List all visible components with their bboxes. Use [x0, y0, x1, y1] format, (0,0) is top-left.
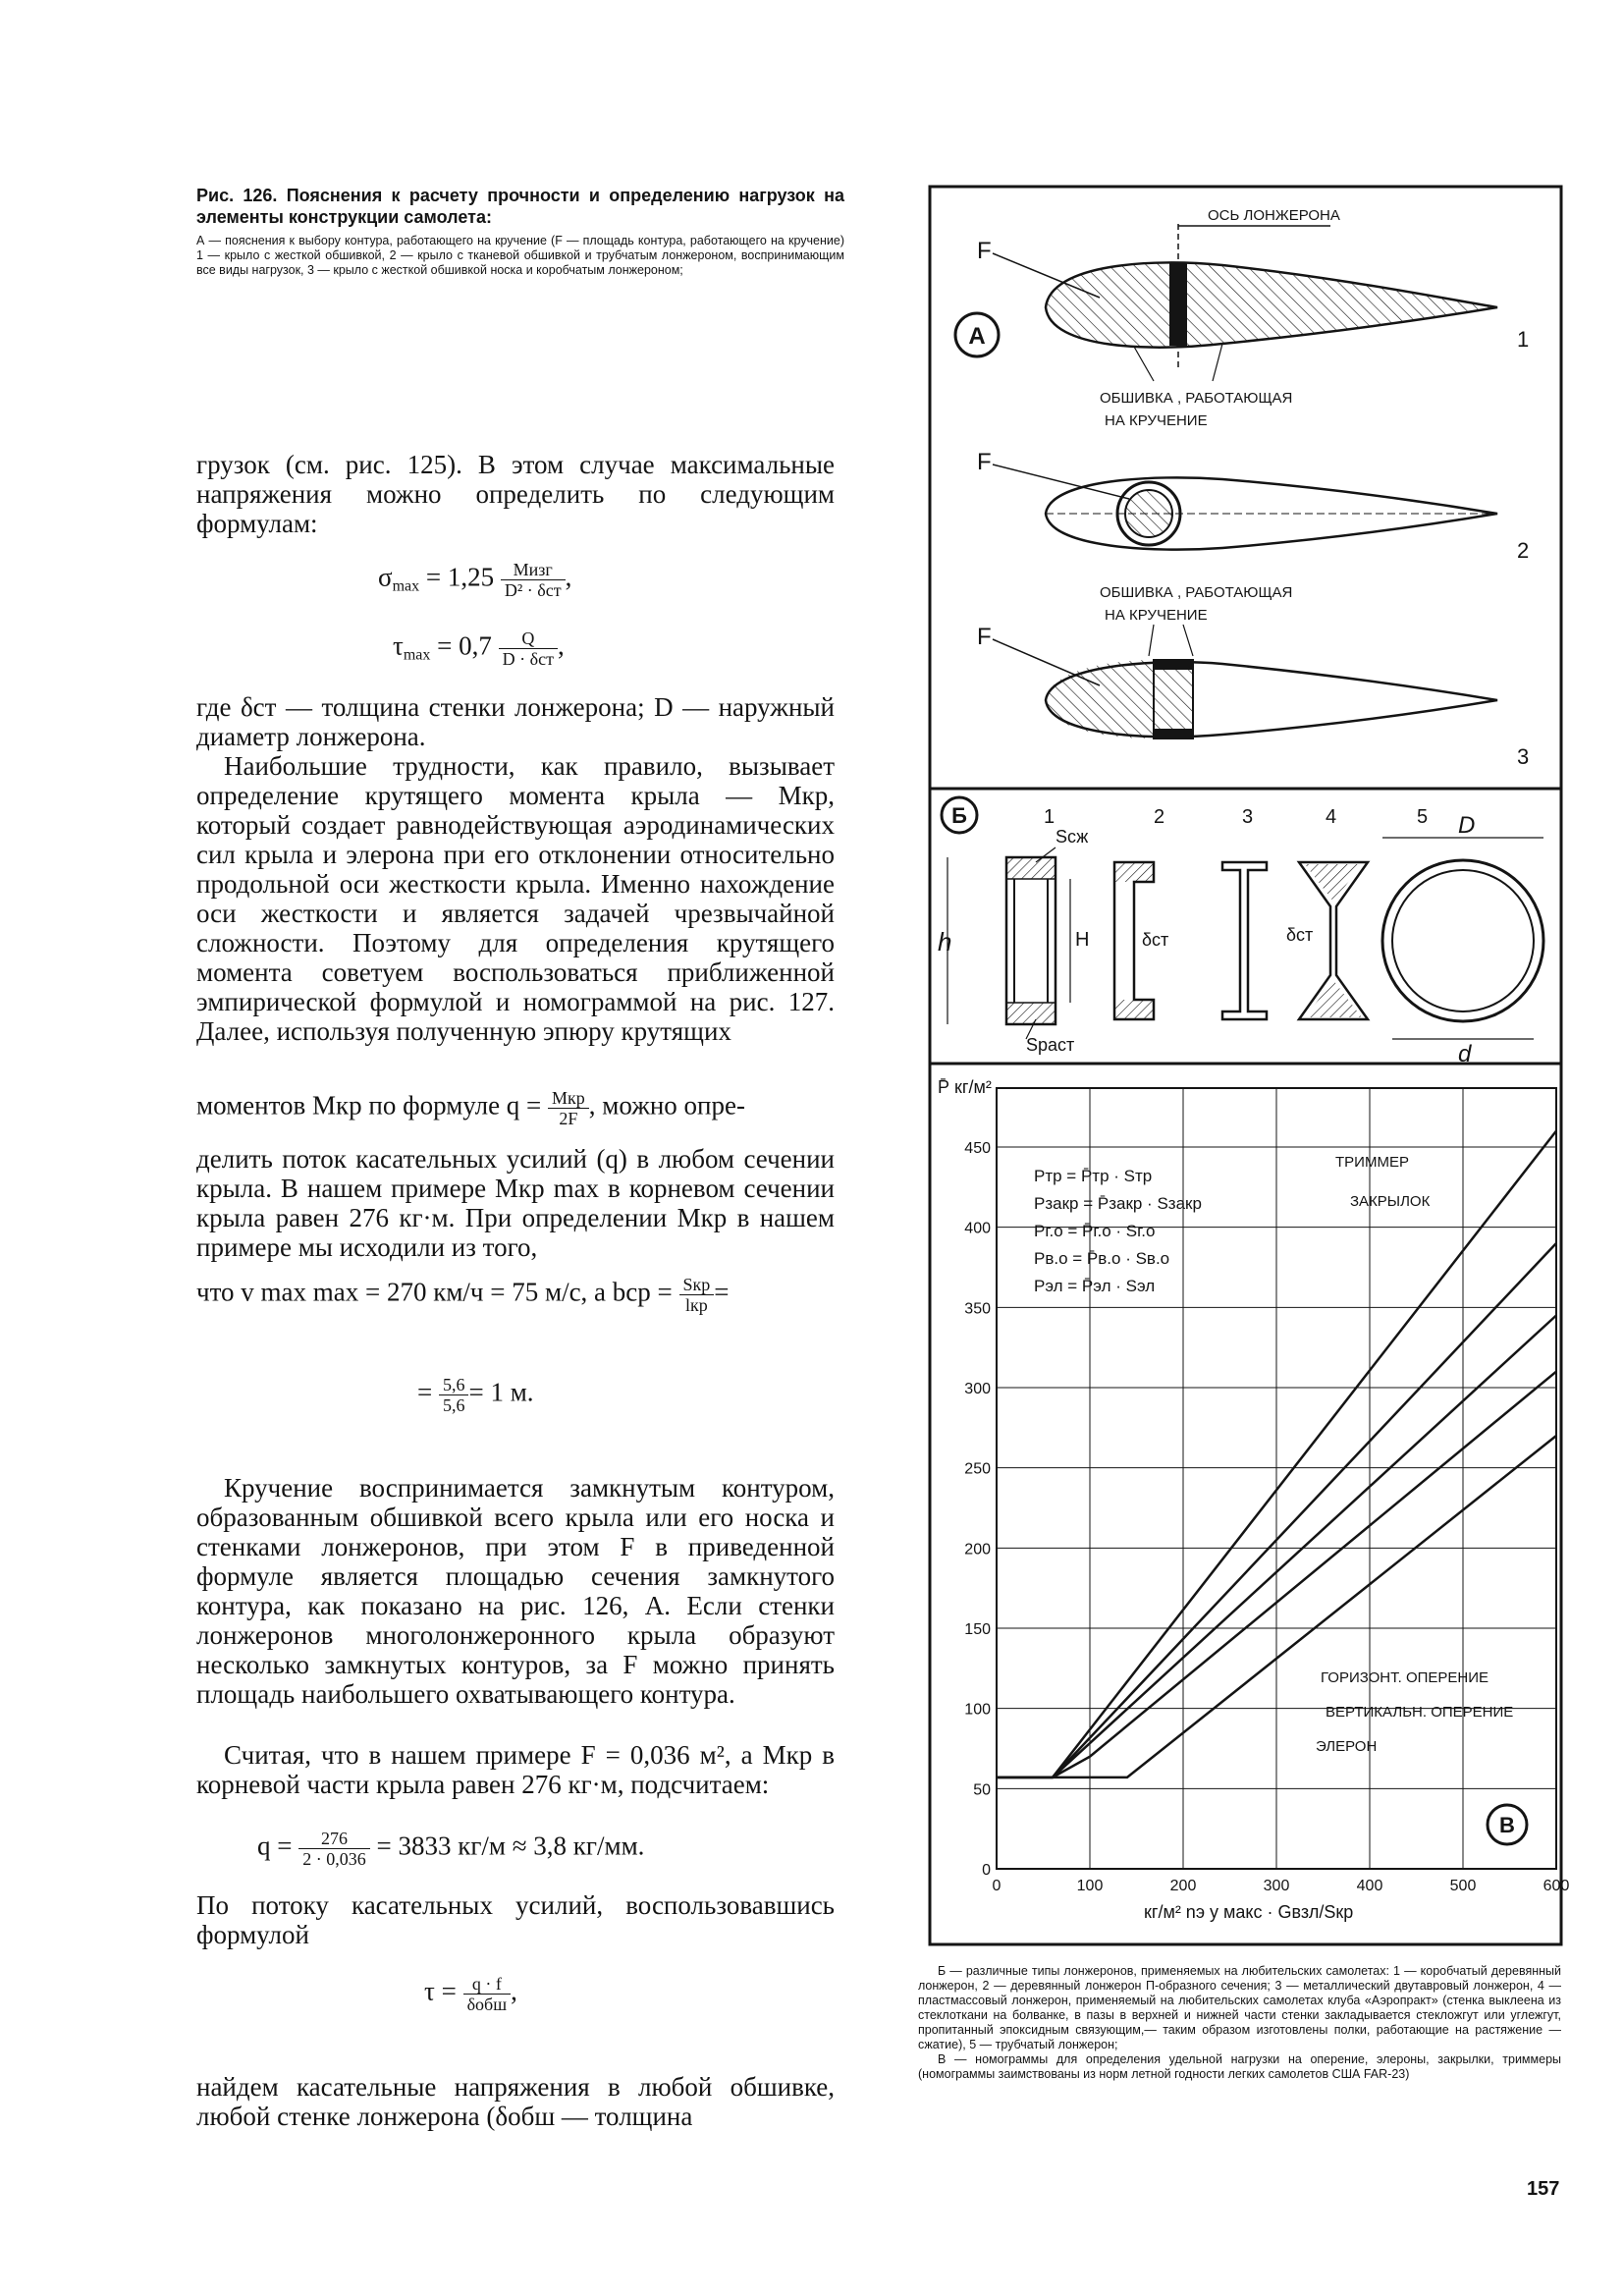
s-szh-label: Sсж [1056, 827, 1089, 847]
marker-b: Б [951, 803, 967, 828]
marker-a: А [968, 323, 986, 350]
skin-label-3b: НА КРУЧЕНИЕ [1105, 607, 1208, 624]
page-number: 157 [1527, 2178, 1560, 2200]
y-tick-label: 150 [964, 1621, 991, 1638]
wing-3-spar-bottom [1154, 729, 1193, 738]
tube-spar-outer [1382, 860, 1543, 1021]
wing-3-box-spar [1154, 660, 1193, 738]
paragraph-3: Наибольшие трудности, как правило, вызывает определение крутящего момента крыла — Мкр, который создает равнодействующая аэродинамических сил крыла и элерона при его отклонении относительно продольной оси жесткости крыла. Именно нахождение оси жесткости и является задачей чрезвычайной сложности. Поэтому для определения крутящего момента советуем воспользоваться приближенной эмпирической формулой и номограммой на рис. 127. Далее, используя полученную эпюру крутящих [196, 751, 835, 1046]
x-tick-label: 300 [1263, 1878, 1290, 1894]
formula-sigma: $\sigma_{max} = 1,25$ $\frac{\text{Mизг}}{\text{D² · δст}}$ , [378, 560, 572, 600]
formula-5: Pэл = P̄эл · Sэл [1034, 1277, 1156, 1295]
x-tick-label: 400 [1356, 1878, 1383, 1894]
formula-2: Pзакр = P̄закр · Sзакр [1034, 1194, 1202, 1213]
y-tick-label: 350 [964, 1300, 991, 1318]
skin-leader-1 [1134, 347, 1154, 381]
wing-1-spar [1169, 263, 1187, 346]
spar-type-5-number: 5 [1417, 806, 1429, 828]
formula-3: Pг.о = P̄г.о · Sг.о [1034, 1222, 1156, 1240]
legend-v: В — номограммы для определения удельной нагрузки на оперение, элероны, закрылки, триммеры (номограммы заимствованы из норм летной годности легких самолетов США FAR-23) [918, 2052, 1561, 2081]
formula-v-line: что v max max = 270 км/ч = 75 м/с, а bср = $\frac{\text{Sкр}}{\text{lкр}}$ = [196, 1275, 730, 1315]
formula-tau: $\tau_{max} = 0,7$ $\frac{Q}{\text{D · δст}}$ , [393, 629, 565, 669]
skin-label-3a: ОБШИВКА , РАБОТАЮЩАЯ [1100, 584, 1293, 601]
series-label-3: ГОРИЗОНТ. ОПЕРЕНИЕ [1321, 1669, 1489, 1686]
series-label-1: ТРИММЕР [1335, 1154, 1409, 1171]
formula-q-value: q = $\frac{276}{2 \cdot 0,036}$ = 3833 кг/м ≈ 3,8 кг/мм. [257, 1829, 645, 1869]
legend-b: Б — различные типы лонжеронов, применяемых на любительских самолетах: 1 — коробчатый деревянный лонжерон, 2 — деревянный лонжерон П-образного сечения; 3 — металлический двутавровый лонжерон, 4 — пластмассовый лонжерон, применяемый на любительских самолетах клуба «Аэропракт» (стенка выклеена из стеклоткани на болванке, в пазы в верхней и нижней части стенки закладывается стекложгут или углежгут, пропитанный эпоксидным связующим,— таким образом изготовлены полки, работающие на растяжение — сжатие), 5 — трубчатый лонжерон; [918, 1964, 1561, 2051]
section-a [955, 207, 1529, 769]
y-axis-label: P̄ кг/м² [938, 1077, 992, 1097]
wing-1-number: 1 [1517, 327, 1530, 352]
y-tick-label: 50 [973, 1781, 991, 1799]
y-tick-label: 100 [964, 1701, 991, 1719]
wing-3-spar-top [1154, 660, 1193, 670]
s-rast-label: Sраст [1026, 1035, 1075, 1055]
c-spar-top-flange [1114, 862, 1154, 882]
y-tick-label: 300 [964, 1381, 991, 1397]
y-tick-label: 0 [982, 1862, 991, 1879]
paragraph-9: По потоку касательных усилий, воспользовавшись формулой [196, 1890, 835, 1949]
x-tick-label: 0 [992, 1878, 1001, 1894]
wing-3-F-leader [993, 639, 1100, 685]
marker-v: В [1499, 1813, 1515, 1837]
formula-q-line: моментов Мкр по формуле q = $\frac{\text{Мкр}}{2F}$ , можно опре- [196, 1088, 745, 1128]
tube-spar-inner [1392, 870, 1534, 1011]
skin-leader-2 [1213, 344, 1222, 381]
skin-label-1a: ОБШИВКА , РАБОТАЮЩАЯ [1100, 390, 1293, 407]
y-tick-label: 200 [964, 1541, 991, 1558]
dim-h: h [938, 927, 952, 957]
box-spar-bottom-flange [1006, 1003, 1056, 1024]
wing-3-nose [1046, 660, 1154, 738]
spar-type-2-number: 2 [1154, 806, 1165, 828]
spar-type-1-number: 1 [1044, 806, 1056, 828]
paragraph-8: Считая, что в нашем примере F = 0,036 м², а Мкр в корневой части крыла равен 276 кг·м, подсчитаем: [196, 1740, 835, 1799]
spar-type-3-number: 3 [1242, 806, 1254, 828]
figure-legend [918, 1964, 1561, 2082]
formula-1: Pтр = P̄тр · Sтр [1034, 1167, 1153, 1185]
spar-axis-label: ОСЬ ЛОНЖЕРОНА [1208, 207, 1340, 224]
dim-d: d [1458, 1041, 1472, 1067]
paragraph-10: найдем касательные напряжения в любой обшивке, любой стенке лонжерона (δобш — толщина [196, 2072, 835, 2131]
wing-3-number: 3 [1517, 744, 1530, 769]
paragraph-1: грузок (см. рис. 125). В этом случае максимальные напряжения можно определить по следующим формулам: [196, 450, 835, 538]
wing-2-number: 2 [1517, 538, 1530, 563]
y-tick-label: 450 [964, 1140, 991, 1157]
x-axis-label: кг/м² nэ у макс · Gвзл/Sкр [1144, 1902, 1354, 1922]
nomogram-chart [938, 1077, 1569, 1922]
y-tick-label: 250 [964, 1460, 991, 1478]
section-b [938, 797, 1543, 1067]
paragraph-2: где δст — толщина стенки лонжерона; D — наружный диаметр лонжерона. [196, 692, 835, 751]
series-label-2: ЗАКРЫЛОК [1350, 1193, 1431, 1210]
figure-caption-title: Рис. 126. Пояснения к расчету прочности и определению нагрузок на элементы конструкции самолета: [196, 186, 844, 227]
wing-2-tube-inner [1125, 490, 1172, 537]
wing-1 [1046, 262, 1497, 347]
skin-label-1b: НА КРУЧЕНИЕ [1105, 412, 1208, 429]
wing-3-F: F [977, 624, 992, 650]
figure-126 [928, 185, 1570, 1952]
formula-4: Pв.о = P̄в.о · Sв.о [1034, 1249, 1170, 1268]
figure-caption-subtitle: А — пояснения к выбору контура, работающего на кручение (F — площадь контура, работающего на кручение) 1 — крыло с жесткой обшивкой, 2 — крыло с тканевой обшивкой и трубчатым лонжероном, воспринимающим все виды нагрузок, 3 — крыло с жесткой обшивкой носка и коробчатым лонжероном; [196, 234, 844, 277]
dim-D: D [1458, 812, 1476, 839]
series-label-4: ВЕРТИКАЛЬН. ОПЕРЕНИЕ [1326, 1704, 1514, 1721]
box-spar-top-flange [1006, 857, 1056, 879]
paragraph-5: делить поток касательных усилий (q) в любом сечении крыла. В нашем примере Мкр max в корневом сечении крыла равен 276 кг·м. При определении Мкр в нашем примере мы исходили из того, [196, 1144, 835, 1262]
formula-result: = $\frac{5,6}{5,6}$ = 1 м. [417, 1375, 534, 1415]
chart-formulas [1034, 1167, 1202, 1295]
y-tick-label: 400 [964, 1220, 991, 1237]
dim-H: H [1075, 929, 1090, 951]
chart-series-labels [1316, 1154, 1513, 1755]
paragraph-7: Кручение воспринимается замкнутым контуром, образованным обшивкой всего крыла или его носка и стенками лонжеронов, при этом F в приведенной формуле является площадью сечения замкнутого контура, как показано на рис. 126, А. Если стенки лонжеронов многолонжеронного крыла образуют несколько замкнутых контуров, за F можно принять площадь наибольшего охватывающего контура. [196, 1473, 835, 1709]
wing-1-F: F [977, 238, 992, 264]
series-label-5: ЭЛЕРОН [1316, 1738, 1378, 1755]
skin-leader-3 [1149, 625, 1154, 656]
i-beam-spar [1222, 862, 1267, 1019]
delta-st-label-1: δст [1142, 930, 1169, 950]
wing-2-F: F [977, 449, 992, 475]
spar-type-4-number: 4 [1326, 806, 1337, 828]
skin-leader-4 [1183, 625, 1193, 656]
x-tick-label: 600 [1543, 1878, 1570, 1894]
c-spar-bottom-flange [1114, 1000, 1154, 1019]
delta-st-label-2: δст [1286, 925, 1314, 945]
formula-tau-skin: τ = $\frac{q \cdot f}{\text{δобш}}$ , [424, 1974, 517, 2014]
x-tick-label: 200 [1169, 1878, 1197, 1894]
x-tick-label: 500 [1449, 1878, 1477, 1894]
x-tick-label: 100 [1076, 1878, 1104, 1894]
